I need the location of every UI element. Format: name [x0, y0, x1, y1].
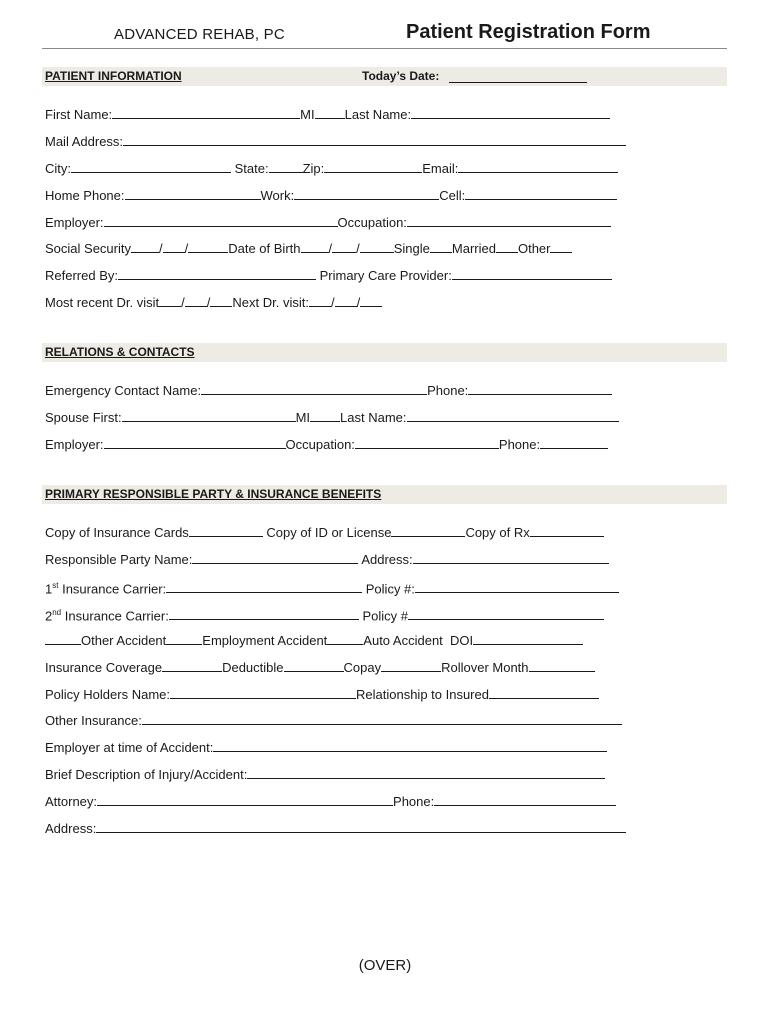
policy-holder-row — [45, 686, 599, 703]
last-name-field[interactable] — [411, 106, 610, 119]
employer-field[interactable] — [104, 214, 338, 227]
mi-field[interactable] — [315, 106, 345, 119]
mi-label: MI — [295, 410, 311, 425]
slash: / — [356, 241, 360, 256]
home-phone-field[interactable] — [125, 187, 261, 200]
city-row — [45, 160, 618, 177]
first-carrier-row — [45, 578, 619, 597]
occupation-label: Occupation: — [337, 215, 407, 230]
phone-label: Phone: — [393, 794, 435, 809]
todays-date-field[interactable] — [449, 70, 587, 83]
referral-row — [45, 267, 612, 284]
zip-field[interactable] — [324, 160, 422, 173]
attorney-phone-field[interactable] — [434, 793, 616, 806]
slash: / — [181, 295, 185, 310]
mail-address-field[interactable] — [123, 133, 626, 146]
mail-address-label: Mail Address: — [45, 134, 124, 149]
mail-address-row — [45, 133, 626, 150]
zip-label: Zip: — [302, 161, 325, 176]
ssn-part-1-field[interactable] — [131, 240, 159, 253]
copy-id-license-label: Copy of ID or License — [266, 525, 392, 540]
city-field[interactable] — [71, 160, 231, 173]
injury-description-label: Brief Description of Injury/Accident: — [45, 767, 248, 782]
visit-row — [45, 294, 382, 311]
other-accident-label: Other Accident — [81, 633, 167, 648]
employer-label: Employer: — [45, 437, 104, 452]
injury-description-field[interactable] — [247, 766, 605, 779]
employer-at-accident-field[interactable] — [213, 739, 607, 752]
over-indicator: (OVER) — [358, 957, 412, 974]
address-label: Address: — [45, 821, 97, 836]
deductible-field[interactable] — [284, 659, 344, 672]
spouse-last-name-field[interactable] — [407, 409, 619, 422]
next-visit-label: Next Dr. visit: — [232, 295, 309, 310]
accident-type-row — [45, 632, 583, 649]
email-field[interactable] — [458, 160, 618, 173]
spouse-mi-field[interactable] — [310, 409, 340, 422]
dob-day-field[interactable] — [332, 240, 356, 253]
relationship-to-insured-field[interactable] — [489, 686, 599, 699]
other-insurance-row — [45, 712, 622, 729]
rollover-month-label: Rollover Month — [441, 660, 529, 675]
phone-label: Phone: — [427, 383, 469, 398]
social-security-label: Social Security — [45, 241, 131, 256]
first-carrier-number: 1 — [45, 581, 53, 597]
occupation-label: Occupation: — [285, 437, 355, 452]
copy-rx-field[interactable] — [530, 524, 604, 537]
slash: / — [356, 295, 361, 310]
primary-care-provider-field[interactable] — [452, 267, 612, 280]
insurance-section — [42, 485, 727, 504]
coverage-row — [45, 659, 595, 676]
section-title: RELATIONS & CONTACTS — [45, 345, 195, 359]
ssn-part-2-field[interactable] — [163, 240, 185, 253]
doi-field[interactable] — [473, 632, 583, 645]
employer-label: Employer: — [45, 215, 104, 230]
attorney-row — [45, 793, 616, 810]
slash: / — [206, 295, 211, 310]
emergency-contact-field[interactable] — [201, 382, 427, 395]
section-title: PATIENT INFORMATION — [45, 69, 182, 83]
other-accident-field[interactable] — [45, 632, 81, 645]
cell-phone-field[interactable] — [465, 187, 617, 200]
slash: / — [184, 241, 189, 256]
next-visit-year-field[interactable] — [360, 294, 382, 307]
slash: / — [158, 241, 163, 256]
spouse-occupation-field[interactable] — [355, 436, 499, 449]
auto-accident-label: Auto Accident — [363, 633, 443, 648]
injury-description-row — [45, 766, 605, 783]
home-phone-label: Home Phone: — [45, 188, 125, 203]
other-field[interactable] — [550, 240, 572, 253]
attorney-label: Attorney: — [45, 794, 98, 809]
referred-by-label: Referred By: — [45, 268, 118, 283]
copy-id-license-field[interactable] — [391, 524, 465, 537]
primary-care-provider-label: Primary Care Provider: — [319, 268, 452, 283]
single-label: Single — [393, 241, 430, 256]
deductible-label: Deductible — [222, 660, 284, 675]
copies-row — [45, 524, 604, 541]
spouse-first-field[interactable] — [122, 409, 296, 422]
responsible-party-row — [45, 551, 609, 568]
insurance-coverage-label: Insurance Coverage — [45, 660, 163, 675]
name-row — [45, 106, 610, 123]
emergency-phone-field[interactable] — [468, 382, 612, 395]
work-label: Work: — [260, 188, 295, 203]
doi-label: DOI — [450, 633, 474, 648]
company-name: ADVANCED REHAB, PC — [114, 26, 285, 43]
copy-insurance-cards-label: Copy of Insurance Cards — [45, 525, 189, 540]
cell-label: Cell: — [439, 188, 466, 203]
ordinal-suffix: nd — [52, 608, 62, 617]
slash: / — [330, 295, 335, 310]
first-policy-field[interactable] — [415, 580, 619, 593]
dob-month-field[interactable] — [301, 240, 329, 253]
policy-holders-name-field[interactable] — [170, 686, 356, 699]
occupation-field[interactable] — [407, 214, 611, 227]
ssn-dob-row — [45, 240, 572, 257]
next-visit-month-field[interactable] — [309, 294, 331, 307]
last-name-label: Last Name: — [344, 107, 412, 122]
employer-at-accident-label: Employer at time of Accident: — [45, 740, 214, 755]
employment-accident-label: Employment Accident — [202, 633, 328, 648]
spouse-phone-field[interactable] — [540, 436, 608, 449]
attorney-address-row — [45, 820, 626, 837]
ssn-part-3-field[interactable] — [188, 240, 228, 253]
recent-visit-month-field[interactable] — [159, 294, 181, 307]
second-carrier-field[interactable] — [169, 607, 359, 620]
form-title: Patient Registration Form — [406, 21, 651, 43]
attorney-address-field[interactable] — [96, 820, 626, 833]
state-label: State: — [234, 161, 269, 176]
mi-label: MI — [300, 107, 315, 122]
most-recent-visit-label: Most recent Dr. visit — [45, 295, 160, 310]
single-field[interactable] — [430, 240, 452, 253]
phone-label: Phone: — [498, 437, 541, 452]
form-header — [42, 20, 727, 49]
section-title: PRIMARY RESPONSIBLE PARTY & INSURANCE BENEFITS — [45, 487, 382, 501]
spouse-first-label: Spouse First: — [45, 410, 122, 425]
copy-rx-label: Copy of Rx — [465, 525, 530, 540]
rollover-month-field[interactable] — [529, 659, 595, 672]
employer-row — [45, 214, 611, 231]
slash: / — [328, 241, 333, 256]
first-name-field[interactable] — [112, 106, 300, 119]
other-label: Other — [517, 241, 551, 256]
next-visit-day-field[interactable] — [335, 294, 357, 307]
other-insurance-field[interactable] — [142, 712, 622, 725]
auto-accident-field[interactable] — [327, 632, 363, 645]
email-label: Email: — [422, 161, 459, 176]
spouse-employer-row — [45, 436, 608, 453]
responsible-party-label: Responsible Party Name: — [45, 552, 193, 567]
relationship-to-insured-label: Relationship to Insured — [356, 687, 489, 702]
referred-by-field[interactable] — [118, 267, 316, 280]
address-label: Address: — [361, 552, 413, 567]
second-carrier-row — [45, 605, 604, 624]
second-carrier-number: 2 — [45, 608, 53, 624]
responsible-party-field[interactable] — [192, 551, 358, 564]
policy-label: Policy #: — [365, 581, 415, 597]
responsible-address-field[interactable] — [413, 551, 609, 564]
emergency-contact-label: Emergency Contact Name: — [45, 383, 202, 398]
phone-row — [45, 187, 617, 204]
carrier-label: Insurance Carrier: — [62, 581, 167, 597]
city-label: City: — [45, 161, 71, 176]
spouse-row — [45, 409, 619, 426]
copay-label: Copay — [343, 660, 382, 675]
state-field[interactable] — [269, 160, 303, 173]
patient-information-section — [42, 67, 727, 86]
first-name-label: First Name: — [45, 107, 113, 122]
ordinal-suffix: st — [52, 581, 59, 590]
first-carrier-field[interactable] — [166, 580, 362, 593]
other-insurance-label: Other Insurance: — [45, 713, 142, 728]
recent-visit-day-field[interactable] — [185, 294, 207, 307]
carrier-label: Insurance Carrier: — [64, 608, 169, 624]
policy-holders-name-label: Policy Holders Name: — [45, 687, 170, 702]
copay-field[interactable] — [381, 659, 441, 672]
second-policy-field[interactable] — [408, 607, 604, 620]
employer-at-accident-row — [45, 739, 607, 756]
married-field[interactable] — [496, 240, 518, 253]
relations-contacts-section — [42, 343, 727, 362]
recent-visit-year-field[interactable] — [210, 294, 232, 307]
policy-label: Policy # — [362, 608, 408, 624]
attorney-field[interactable] — [97, 793, 393, 806]
todays-date-label: Today’s Date: — [362, 69, 440, 83]
emergency-contact-row — [45, 382, 612, 399]
employment-accident-field[interactable] — [166, 632, 202, 645]
copy-insurance-cards-field[interactable] — [189, 524, 263, 537]
insurance-coverage-field[interactable] — [162, 659, 222, 672]
spouse-employer-field[interactable] — [104, 436, 286, 449]
work-phone-field[interactable] — [294, 187, 439, 200]
last-name-label: Last Name: — [340, 410, 407, 425]
married-label: Married — [451, 241, 496, 256]
date-of-birth-label: Date of Birth — [228, 241, 301, 256]
dob-year-field[interactable] — [360, 240, 394, 253]
